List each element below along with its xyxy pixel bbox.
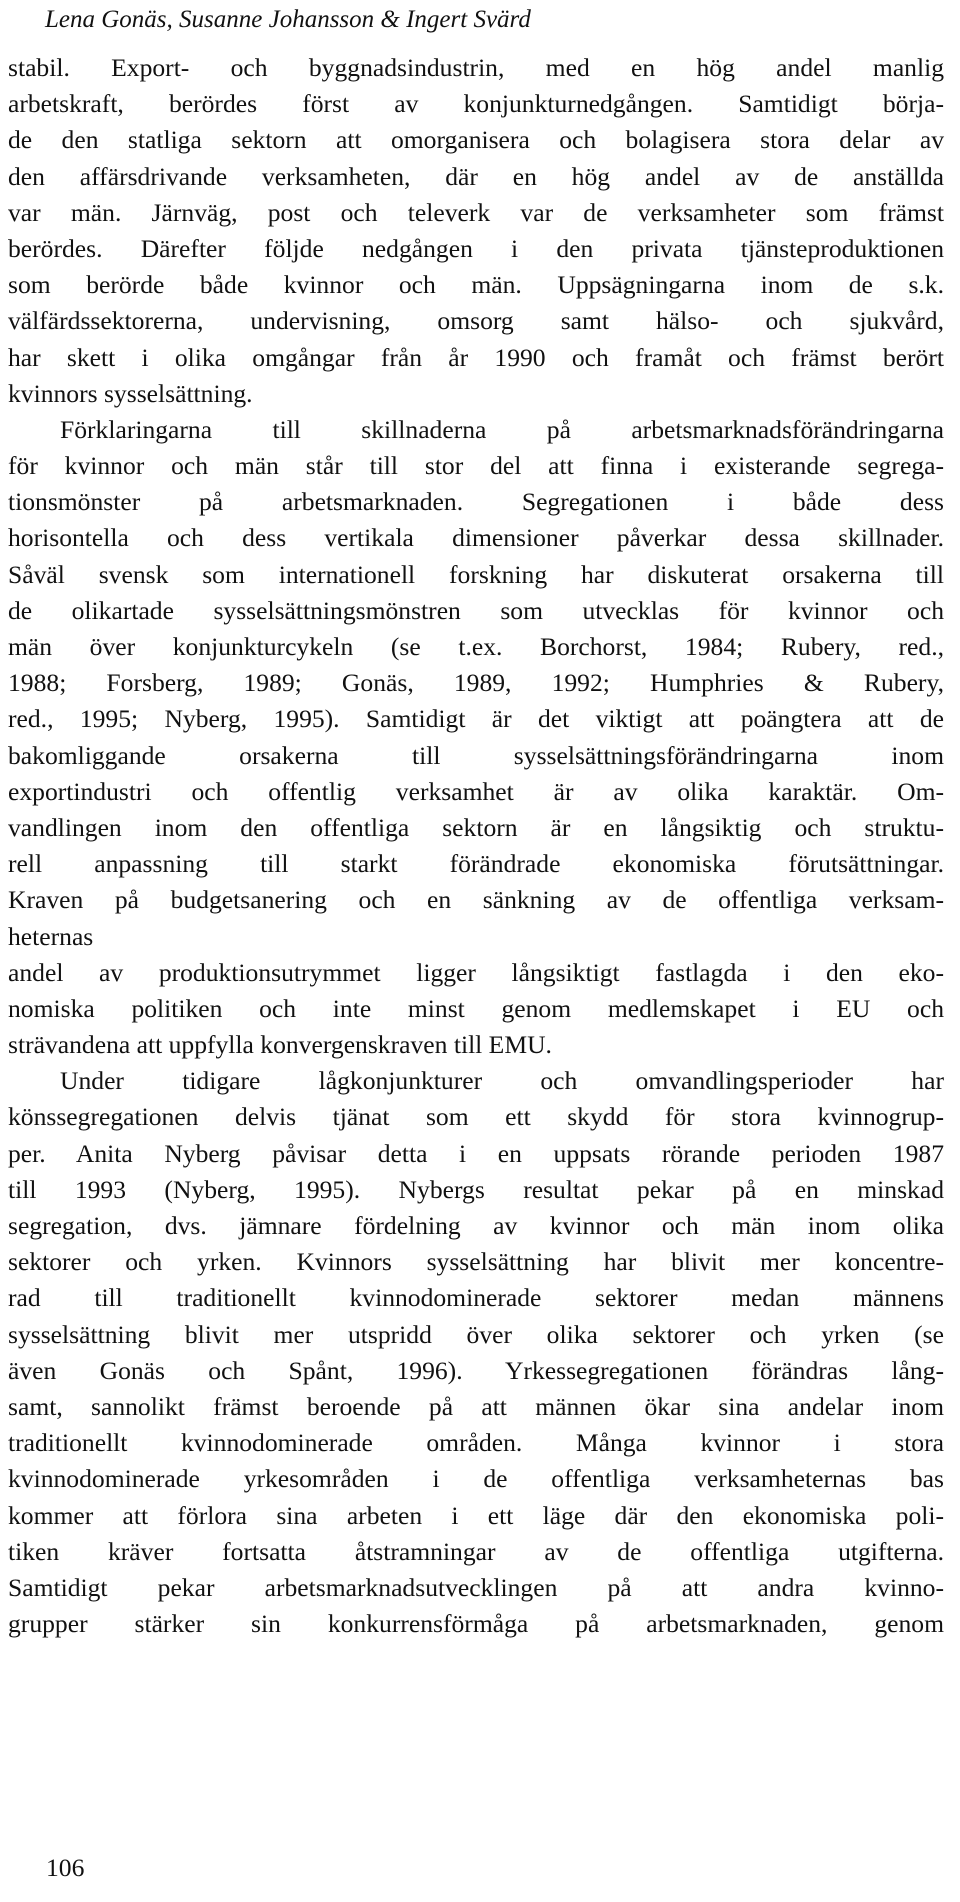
text-line: har skett i olika omgångar från år 1990 och framåt och främst berört bbox=[8, 342, 944, 372]
text-line: var män. Järnväg, post och televerk var de verksamheter som främst bbox=[8, 197, 944, 227]
text-line: heternas bbox=[8, 921, 94, 951]
text-line: grupper stärker sin konkurrensförmåga på arbetsmarknaden, genom bbox=[8, 1609, 944, 1639]
running-head: Lena Gonäs, Susanne Johansson & Ingert Svärd bbox=[45, 6, 531, 33]
text-line: traditionellt kvinnodominerade områden. Många kvinnor i stora bbox=[8, 1428, 944, 1458]
text-line: tionsmönster på arbetsmarknaden. Segregationen i både dess bbox=[8, 487, 944, 517]
text-line: de den statliga sektorn att omorganisera och bolagisera stora delar av bbox=[8, 125, 944, 155]
page-number: 106 bbox=[46, 1853, 85, 1882]
text-line: segregation, dvs. jämnare fördelning av kvinnor och män inom olika bbox=[8, 1211, 944, 1240]
text-line: bakomliggande orsakerna till sysselsättningsförändringarna inom bbox=[8, 740, 944, 770]
text-line: för kvinnor och män står till stor del att finna i existerande segrega- bbox=[8, 451, 944, 481]
text-line: red., 1995; Nyberg, 1995). Samtidigt är det viktigt att poängtera att de bbox=[8, 704, 944, 734]
text-line: 1988; Forsberg, 1989; Gonäs, 1989, 1992; Humphries & Rubery, bbox=[8, 668, 944, 698]
body-text bbox=[8, 50, 944, 1642]
text-line: rad till traditionellt kvinnodominerade sektorer medan männens bbox=[8, 1283, 944, 1313]
text-line: den affärsdrivande verksamheten, där en hög andel av de anställda bbox=[8, 161, 944, 191]
text-line: arbetskraft, berördes först av konjunkturnedgången. Samtidigt börja- bbox=[8, 89, 944, 119]
text-line: berördes. Därefter följde nedgången i den privata tjänsteproduktionen bbox=[8, 233, 944, 263]
text-line: könssegregationen delvis tjänat som ett skydd för stora kvinnogrup- bbox=[8, 1102, 944, 1132]
text-line: nomiska politiken och inte minst genom medlemskapet i EU och bbox=[8, 993, 944, 1023]
text-line: som berörde både kvinnor och män. Uppsägningarna inom de s.k. bbox=[8, 270, 944, 300]
text-line: sektorer och yrken. Kvinnors sysselsättning har blivit mer koncentre- bbox=[8, 1247, 944, 1277]
text-line: kvinnodominerade yrkesområden i de offentliga verksamheternas bas bbox=[8, 1464, 944, 1494]
text-line: tiken kräver fortsatta åtstramningar av de offentliga utgifterna. bbox=[8, 1536, 944, 1566]
text-line: rell anpassning till starkt förändrade ekonomiska förutsättningar. bbox=[8, 849, 944, 879]
text-line: män över konjunkturcykeln (se t.ex. Borchorst, 1984; Rubery, red., bbox=[8, 632, 944, 661]
text-line: andel av produktionsutrymmet ligger långsiktigt fastlagda i den eko- bbox=[8, 957, 944, 987]
text-line: Såväl svensk som internationell forskning har diskuterat orsakerna till bbox=[8, 559, 944, 589]
text-line: exportindustri och offentlig verksamhet är av olika karaktär. Om- bbox=[8, 776, 944, 806]
text-line: även Gonäs och Spånt, 1996). Yrkessegregationen förändras lång- bbox=[8, 1355, 944, 1385]
text-line: välfärdssektorerna, undervisning, omsorg samt hälso- och sjukvård, bbox=[8, 306, 944, 336]
text-line: Kraven på budgetsanering och en sänkning av de offentliga verksam- bbox=[8, 885, 944, 915]
paragraph-first-line: Under tidigare lågkonjunkturer och omvandlingsperioder har bbox=[60, 1066, 944, 1096]
text-line: sysselsättning blivit mer utspridd över olika sektorer och yrken (se bbox=[8, 1319, 944, 1349]
text-line: Samtidigt pekar arbetsmarknadsutvecklingen på att andra kvinno- bbox=[8, 1572, 944, 1602]
paragraph-first-line: Förklaringarna till skillnaderna på arbetsmarknadsförändringarna bbox=[60, 414, 944, 444]
text-line: till 1993 (Nyberg, 1995). Nybergs resultat pekar på en minskad bbox=[8, 1174, 944, 1204]
text-line: kvinnors sysselsättning. bbox=[8, 378, 253, 408]
text-line: per. Anita Nyberg påvisar detta i en uppsats rörande perioden 1987 bbox=[8, 1138, 944, 1168]
text-line: de olikartade sysselsättningsmönstren som utvecklas för kvinnor och bbox=[8, 595, 944, 625]
text-line: kommer att förlora sina arbeten i ett läge där den ekonomiska poli- bbox=[8, 1500, 944, 1530]
text-line: vandlingen inom den offentliga sektorn är en långsiktig och struktu- bbox=[8, 812, 944, 842]
text-line: stabil. Export- och byggnadsindustrin, med en hög andel manlig bbox=[8, 53, 944, 82]
text-line: samt, sannolikt främst beroende på att männen ökar sina andelar inom bbox=[8, 1391, 944, 1421]
text-line: horisontella och dess vertikala dimensioner påverkar dessa skillnader. bbox=[8, 523, 944, 553]
text-line: strävandena att uppfylla konvergenskraven till EMU. bbox=[8, 1030, 552, 1060]
